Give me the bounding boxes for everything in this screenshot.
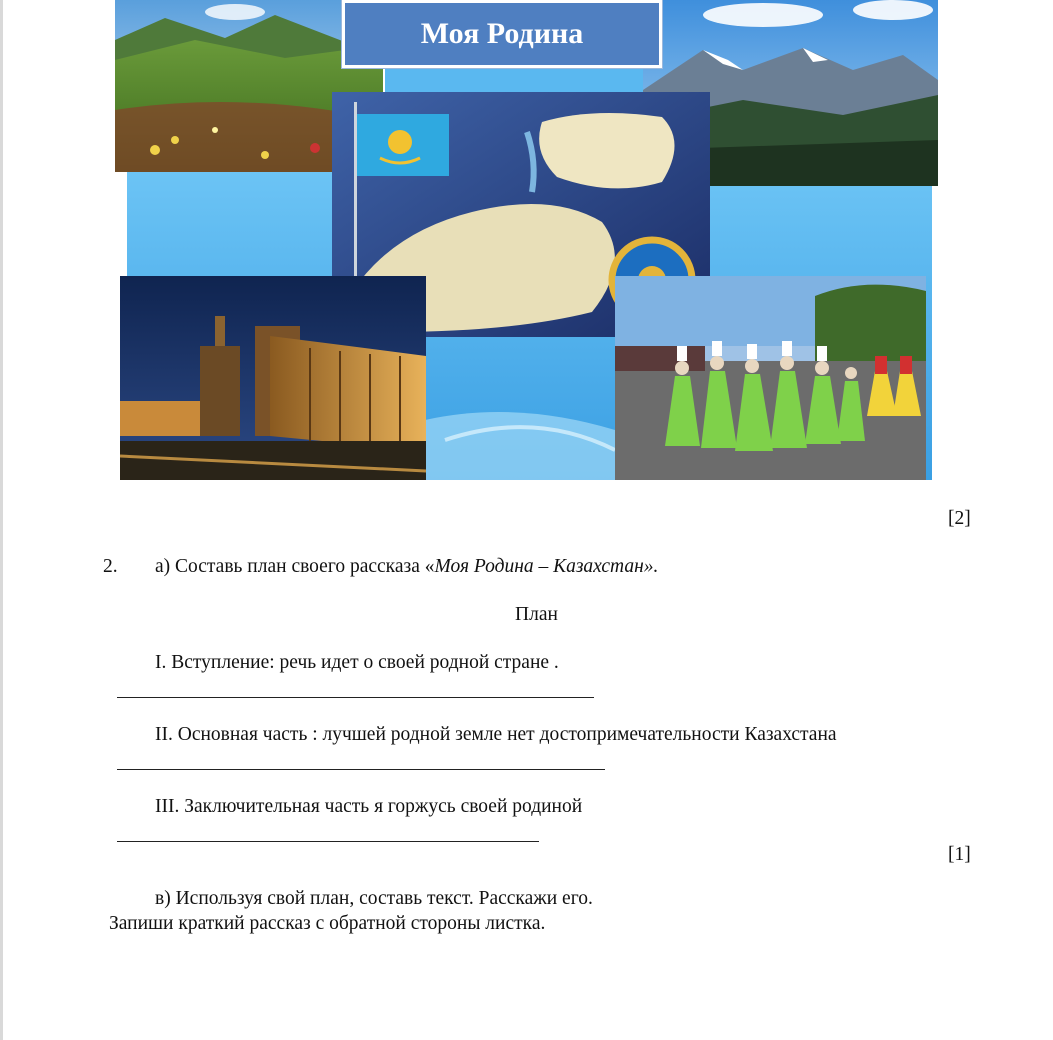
score-label-1: [1] [948, 844, 971, 865]
plan-item-main: II. Основная часть : лучшей родной земле нет достопримечательности Казахстана [155, 724, 837, 745]
collage-title: Моя Родина [420, 17, 584, 50]
plan-item-intro: I. Вступление: речь идет о своей родной стране . [155, 652, 559, 673]
task-2b-line1: в) Используя свой план, составь текст. Расскажи его. [155, 888, 593, 909]
night-building-photo [120, 276, 426, 480]
task-2a-text [155, 556, 658, 578]
plan-heading: План [515, 604, 558, 625]
answer-line-3 [117, 841, 539, 842]
kazakhstan-collage [115, 0, 940, 482]
task-2a-title: Моя Родина – Казахстан». [434, 556, 659, 577]
folk-dancers-photo [615, 276, 926, 480]
score-label-2: [2] [948, 508, 971, 529]
collage-title-box [342, 0, 662, 68]
answer-line-1 [117, 697, 594, 698]
task-2a-prefix: а) Составь план своего рассказа « [155, 556, 435, 577]
answer-line-2 [117, 769, 605, 770]
task-2b-line2: Запиши краткий рассказ с обратной стороны листка. [109, 913, 546, 934]
task-number: 2. [103, 556, 118, 577]
plan-item-conclusion: III. Заключительная часть я горжусь своей родиной [155, 796, 583, 817]
page-edge [0, 0, 3, 1040]
